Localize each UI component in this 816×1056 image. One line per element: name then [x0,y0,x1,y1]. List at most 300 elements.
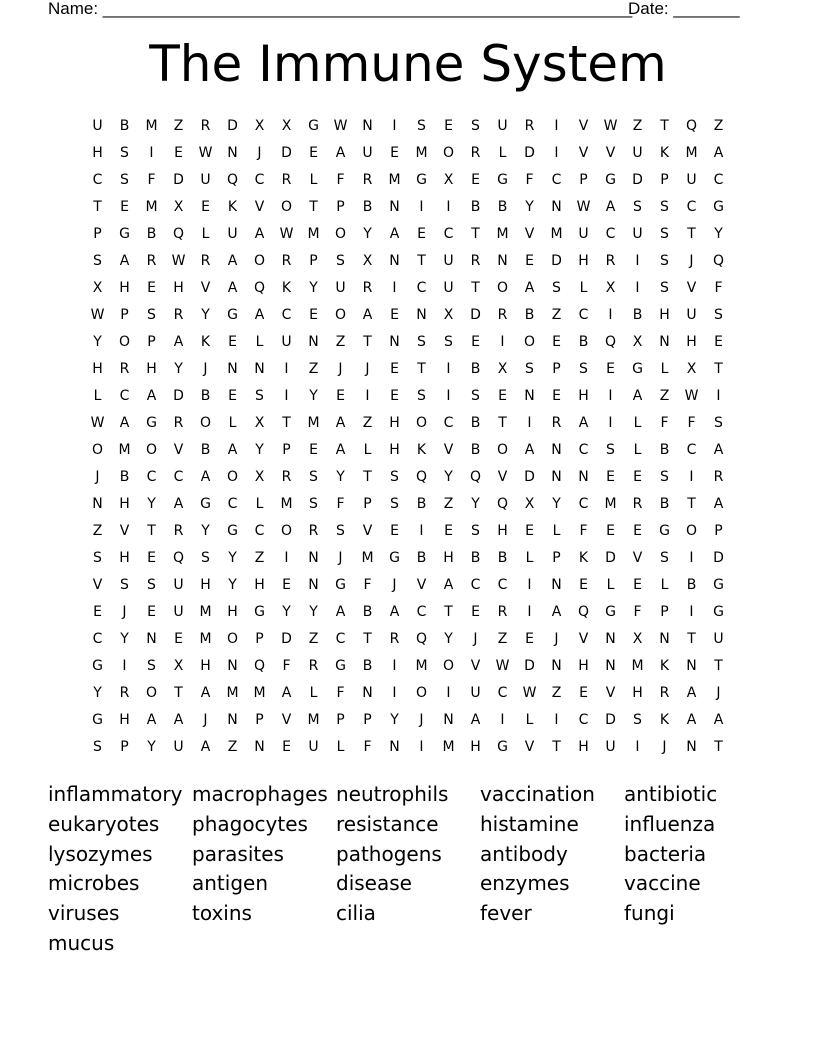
grid-letter: H [578,252,589,269]
grid-letter: L [201,225,210,242]
grid-letter: Y [228,576,237,593]
grid-letter: C [605,225,616,242]
grid-letter: R [308,657,319,674]
grid-letter: P [579,171,588,188]
grid-letter: I [446,360,451,377]
grid-letter: Z [632,117,643,134]
worksheet-header [48,0,748,20]
grid-letter: N [308,576,319,593]
grid-letter: Q [469,468,482,485]
grid-letter: A [389,225,400,242]
grid-letter: C [254,522,265,539]
grid-letter: R [470,144,481,161]
grid-letter: I [419,738,424,755]
grid-letter: F [363,576,372,593]
word-bank-item: neutrophils [336,782,449,806]
grid-letter: H [92,144,103,161]
grid-letter: O [415,414,428,431]
grid-letter: T [552,738,561,755]
grid-letter: W [90,306,105,323]
grid-letter: V [92,576,103,593]
grid-letter: G [335,576,346,593]
grid-letter: N [497,252,508,269]
grid-letter: X [443,306,454,323]
grid-letter: E [309,144,318,161]
grid-letter: I [527,414,532,431]
grid-letter: X [632,630,643,647]
grid-letter: G [713,603,724,620]
grid-letter: C [443,225,454,242]
grid-letter: N [389,333,400,350]
grid-letter: C [470,576,481,593]
grid-letter: G [335,657,346,674]
grid-letter: M [631,657,644,674]
grid-letter: M [307,711,320,728]
grid-letter: A [686,684,697,701]
grid-letter: E [201,198,210,215]
grid-letter: R [281,468,292,485]
grid-letter: C [497,684,508,701]
grid-letter: G [416,171,427,188]
grid-letter: Y [147,495,156,512]
grid-row [84,139,732,166]
grid-letter: E [471,333,480,350]
grid-letter: R [200,252,211,269]
grid-letter: A [146,387,157,404]
grid-letter: C [416,603,427,620]
grid-letter: A [173,711,184,728]
grid-letter: S [255,387,264,404]
grid-letter: S [120,171,129,188]
grid-letter: Y [282,603,291,620]
page-title: The Immune System [149,35,667,93]
name-line: Name: ________________________________________________________ [48,0,633,18]
grid-letter: E [579,576,588,593]
grid-letter: I [527,603,532,620]
grid-row [84,382,732,409]
grid-letter: P [120,306,129,323]
word-bank-item: macrophages [192,782,328,806]
grid-letter: Y [174,360,183,377]
grid-letter: T [714,657,723,674]
grid-letter: C [335,630,346,647]
grid-letter: F [525,171,534,188]
grid-letter: G [200,495,211,512]
grid-letter: A [335,414,346,431]
grid-letter: H [173,279,184,296]
grid-letter: E [390,360,399,377]
grid-letter: B [119,117,130,134]
grid-letter: U [713,630,724,647]
grid-letter: H [497,522,508,539]
grid-letter: Y [93,333,102,350]
grid-letter: E [417,225,426,242]
grid-letter: S [147,576,156,593]
grid-letter: N [389,738,400,755]
grid-letter: M [145,198,158,215]
grid-letter: S [390,495,399,512]
grid-letter: X [254,468,265,485]
grid-letter: C [686,198,697,215]
grid-letter: B [659,495,670,512]
grid-letter: S [120,576,129,593]
grid-letter: O [415,684,428,701]
grid-letter: U [497,117,508,134]
grid-letter: I [608,414,613,431]
grid-letter: A [119,414,130,431]
grid-letter: E [471,603,480,620]
grid-letter: Y [147,738,156,755]
grid-letter: O [118,333,131,350]
grid-letter: U [200,171,211,188]
grid-letter: L [228,414,237,431]
grid-row [84,247,732,274]
grid-letter: F [336,684,345,701]
grid-letter: B [470,198,481,215]
grid-letter: E [606,468,615,485]
grid-letter: U [335,279,346,296]
grid-letter: Z [443,495,454,512]
grid-letter: B [686,576,697,593]
grid-letter: C [551,171,562,188]
grid-letter: J [473,630,478,647]
grid-letter: W [522,684,537,701]
grid-letter: D [605,549,616,566]
grid-letter: O [280,198,293,215]
grid-letter: E [120,198,129,215]
grid-letter: S [660,468,669,485]
grid-letter: E [282,738,291,755]
grid-row [84,733,732,760]
grid-letter: R [497,603,508,620]
grid-letter: X [686,360,697,377]
grid-letter: T [687,630,696,647]
grid-letter: N [686,657,697,674]
grid-letter: J [257,144,262,161]
grid-letter: Y [363,225,372,242]
grid-letter: G [389,549,400,566]
grid-letter: N [146,630,157,647]
grid-letter: D [173,171,184,188]
grid-letter: O [226,630,239,647]
grid-letter: C [686,441,697,458]
grid-letter: Z [173,117,184,134]
grid-letter: E [633,522,642,539]
grid-letter: R [389,630,400,647]
word-bank-item: cilia [336,901,376,926]
grid-letter: Z [335,333,346,350]
grid-letter: C [227,495,238,512]
grid-letter: D [605,711,616,728]
grid-letter: G [146,414,157,431]
grid-letter: Z [551,684,562,701]
grid-letter: I [635,738,640,755]
grid-letter: W [684,387,699,404]
grid-letter: O [280,522,293,539]
grid-letter: N [605,657,616,674]
grid-letter: O [442,144,455,161]
grid-letter: M [415,144,428,161]
grid-letter: G [713,198,724,215]
grid-letter: P [552,549,561,566]
grid-letter: E [390,522,399,539]
grid-letter: S [606,441,615,458]
grid-letter: V [200,279,211,296]
grid-letter: B [470,549,481,566]
word-bank-item: toxins [192,901,252,926]
grid-letter: M [307,225,320,242]
grid-letter: R [173,414,184,431]
grid-letter: L [660,360,669,377]
grid-letter: L [363,441,372,458]
grid-letter: L [552,522,561,539]
grid-letter: P [552,360,561,377]
grid-letter: N [227,657,238,674]
grid-letter: G [497,738,508,755]
grid-letter: R [173,306,184,323]
grid-letter: E [444,522,453,539]
grid-letter: F [147,171,156,188]
grid-letter: A [443,576,454,593]
grid-letter: H [146,360,157,377]
grid-letter: O [145,441,158,458]
word-bank-item: microbes [48,871,140,896]
grid-letter: V [173,441,184,458]
grid-letter: E [228,333,237,350]
grid-letter: P [309,252,318,269]
grid-row [84,706,732,733]
grid-letter: S [120,144,129,161]
grid-letter: P [120,738,129,755]
grid-letter: A [227,279,238,296]
grid-letter: G [254,603,265,620]
grid-letter: E [579,684,588,701]
grid-letter: I [500,711,505,728]
grid-letter: I [446,387,451,404]
grid-letter: I [554,711,559,728]
word-bank-item: enzymes [480,871,570,896]
grid-letter: Q [226,171,239,188]
grid-row [84,463,732,490]
grid-letter: B [362,603,373,620]
grid-letter: I [554,144,559,161]
grid-letter: F [282,657,291,674]
grid-letter: H [119,495,130,512]
grid-letter: T [471,279,480,296]
grid-letter: M [685,144,698,161]
grid-letter: N [524,387,535,404]
grid-letter: J [662,738,667,755]
grid-letter: T [363,630,372,647]
grid-letter: S [93,738,102,755]
grid-letter: V [524,738,535,755]
grid-letter: S [714,414,723,431]
grid-letter: D [524,468,535,485]
grid-letter: H [92,360,103,377]
grid-letter: H [578,657,589,674]
grid-letter: L [498,144,507,161]
grid-letter: B [362,198,373,215]
grid-letter: I [284,549,289,566]
grid-letter: O [226,468,239,485]
grid-letter: Y [444,468,453,485]
grid-letter: E [147,603,156,620]
grid-letter: U [632,225,643,242]
grid-letter: M [361,549,374,566]
grid-letter: X [524,495,535,512]
grid-letter: Y [309,387,318,404]
grid-letter: F [363,738,372,755]
grid-letter: X [605,279,616,296]
grid-letter: Q [253,279,266,296]
grid-letter: J [419,711,424,728]
grid-letter: N [227,711,238,728]
grid-letter: V [605,684,616,701]
grid-letter: V [119,522,130,539]
grid-letter: B [470,441,481,458]
grid-letter: Z [659,387,670,404]
grid-letter: M [280,495,293,512]
word-bank [48,780,768,959]
grid-letter: I [284,387,289,404]
grid-letter: J [338,549,343,566]
grid-letter: T [363,333,372,350]
grid-letter: W [603,117,618,134]
grid-letter: M [253,684,266,701]
grid-letter: O [496,441,509,458]
grid-letter: P [660,603,669,620]
grid-letter: Y [714,225,723,242]
grid-letter: U [281,333,292,350]
grid-letter: I [635,252,640,269]
grid-letter: C [578,306,589,323]
grid-letter: E [552,387,561,404]
grid-letter: K [659,144,670,161]
grid-letter: D [524,657,535,674]
grid-letter: L [336,738,345,755]
grid-letter: A [686,711,697,728]
grid-letter: Q [172,549,185,566]
grid-letter: N [227,144,238,161]
grid-letter: N [443,711,454,728]
grid-letter: N [389,252,400,269]
word-bank-item: eukaryotes [48,811,160,836]
grid-letter: J [392,576,397,593]
word-bank-item: viruses [48,901,120,926]
date-line: Date: _______ [628,0,740,18]
grid-letter: S [390,468,399,485]
grid-letter: J [338,360,343,377]
grid-letter: S [336,252,345,269]
grid-letter: R [524,117,535,134]
grid-letter: R [281,171,292,188]
word-bank-item: fungi [624,901,675,926]
grid-letter: E [228,387,237,404]
word-bank-item: antibiotic [624,782,718,806]
word-bank-item: fever [480,901,532,926]
grid-letter: D [632,171,643,188]
grid-letter: N [578,468,589,485]
grid-letter: V [686,279,697,296]
word-bank-item: inflammatory [48,782,183,806]
grid-letter: W [576,198,591,215]
grid-letter: A [254,306,265,323]
grid-letter: S [147,306,156,323]
grid-letter: L [93,387,102,404]
grid-letter: J [122,603,127,620]
grid-letter: I [446,198,451,215]
grid-letter: E [606,522,615,539]
grid-row [84,679,732,706]
grid-letter: W [279,225,294,242]
grid-letter: M [550,225,563,242]
grid-letter: O [253,252,266,269]
grid-letter: E [498,387,507,404]
grid-letter: J [554,630,559,647]
grid-row [84,652,732,679]
grid-letter: R [551,414,562,431]
grid-letter: P [363,711,372,728]
grid-letter: R [605,252,616,269]
grid-letter: H [659,306,670,323]
grid-letter: V [254,198,265,215]
grid-letter: U [227,225,238,242]
grid-letter: B [578,333,589,350]
grid-letter: E [309,441,318,458]
grid-letter: L [660,576,669,593]
grid-letter: Y [255,441,264,458]
grid-letter: V [497,468,508,485]
grid-row [84,355,732,382]
grid-letter: N [551,468,562,485]
grid-letter: A [713,711,724,728]
grid-letter: K [659,657,670,674]
grid-letter: A [713,441,724,458]
grid-letter: X [497,360,508,377]
grid-letter: P [255,711,264,728]
grid-letter: D [227,117,238,134]
grid-letter: T [417,252,426,269]
grid-row [84,112,732,139]
grid-letter: J [95,468,100,485]
grid-letter: T [174,684,183,701]
grid-letter: W [333,117,348,134]
grid-letter: G [497,171,508,188]
word-bank-item: parasites [192,841,284,866]
grid-letter: P [282,441,291,458]
grid-row [84,274,732,301]
grid-letter: E [390,306,399,323]
grid-letter: D [524,144,535,161]
grid-letter: E [390,387,399,404]
grid-letter: W [171,252,186,269]
grid-letter: E [525,630,534,647]
grid-letter: Q [712,252,725,269]
grid-letter: O [685,522,698,539]
grid-letter: N [389,198,400,215]
grid-letter: A [227,441,238,458]
grid-letter: M [307,414,320,431]
grid-row [84,490,732,517]
word-bank-item: vaccination [480,782,595,806]
grid-letter: B [119,468,130,485]
grid-letter: F [687,414,696,431]
grid-letter: E [336,387,345,404]
grid-letter: H [686,333,697,350]
grid-letter: S [660,252,669,269]
grid-letter: B [470,414,481,431]
grid-letter: C [578,711,589,728]
